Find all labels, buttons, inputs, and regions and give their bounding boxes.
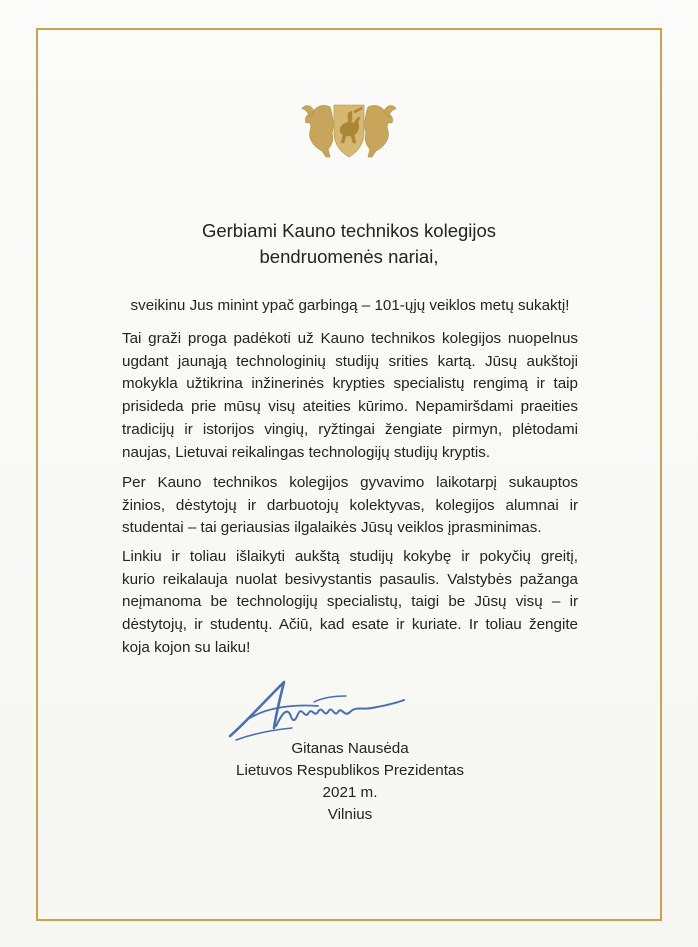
text-line: neįmanoma be technologijų specialistų, taigi be Jūsų visų – ir bbox=[122, 593, 578, 611]
text-line: studentai – tai geriausias ilgalaikės Jūsų veiklos įprasminimas. bbox=[122, 519, 542, 537]
signatory-title: Lietuvos Respublikos Prezidentas bbox=[236, 762, 464, 779]
salutation bbox=[60, 218, 638, 270]
paragraph-1 bbox=[122, 328, 578, 464]
letter-year: 2021 m. bbox=[322, 784, 378, 801]
text-line: Linkiu ir toliau išlaikyti aukštą studijų kokybę ir pokyčių greitį, bbox=[122, 548, 578, 565]
salutation-line: bendruomenės nariai, bbox=[259, 246, 439, 267]
text-line: koja kojon su laiku! bbox=[122, 638, 251, 656]
text-line: kurio reikalauja nuolat besivystantis pasaulis. Valstybės pažanga bbox=[122, 570, 578, 588]
greeting-line: sveikinu Jus minint ypač garbingą – 101-ųjų veiklos metų sukaktį! bbox=[130, 297, 570, 314]
paragraph-3 bbox=[122, 546, 578, 660]
text-line: Per Kauno technikos kolegijos gyvavimo laikotarpį sukauptos bbox=[122, 474, 578, 491]
handwritten-signature bbox=[222, 674, 412, 746]
signatory-block bbox=[200, 738, 500, 826]
salutation-line: Gerbiami Kauno technikos kolegijos bbox=[201, 220, 497, 241]
text-line: žinios, dėstytojų ir darbuotojų kolektyvas, kolegijos alumnai ir bbox=[122, 496, 578, 514]
text-line: mokykla užtikrina inžinerinės krypties specialistų rengimą ir taip bbox=[122, 375, 578, 393]
text-line: ugdant jaunąją technologinių studijų srities kartą. Jūsų aukštoji bbox=[122, 352, 578, 370]
signatory-name: Gitanas Nausėda bbox=[291, 740, 409, 757]
text-line: naujas, Lietuvai reikalingas technologijų studijų kryptis. bbox=[122, 443, 491, 461]
text-line: tradicijų ir istorijos vingių, ryžtingai žengiate pirmyn, plėtodami bbox=[122, 420, 578, 438]
presidential-coat-of-arms-icon bbox=[300, 97, 398, 161]
letter-city: Vilnius bbox=[327, 806, 373, 823]
paragraph-2 bbox=[122, 472, 578, 540]
text-line: Tai graži proga padėkoti už Kauno technikos kolegijos nuopelnus bbox=[122, 330, 578, 347]
text-line: dėstytojų, ir studentų. Ačiū, kad esate ir kuriate. Ir toliau žengite bbox=[122, 616, 578, 634]
text-line: prisideda prie mūsų visų ateities kūrimo. Nepamiršdami praeities bbox=[122, 398, 578, 416]
